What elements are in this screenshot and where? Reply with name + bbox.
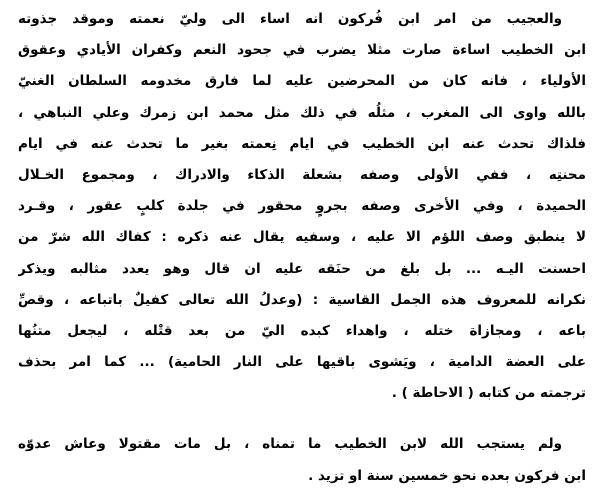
text-line: ابن فركون بعده نحو خمسين سنة او تزيد . [308,467,586,484]
text-line: باعه ، ومجازاة ختله ، واهداء كبده اليّ من بعد قتْله ، ليجعل متنُها [18,322,586,339]
text-line: ولم يستجب الله لابن الخطيب ما تمناه ، بل مات مقتولا وعاش عدوّه [18,436,562,453]
text-line: لا ينطبق وصف اللؤم الا عليه ، وسفيه يقال عنه ذكره : كفاك الله شرّ من [18,229,586,246]
text-line: بالله واوى الى المغرب ، مثلُه في ذلك مثل محمد ابن زمرك وعلي النباهي ، [18,104,586,121]
text-line: الحميدة ، وفي الأخرى وصفه بجروٍ محقور في جلدة كلبٍ عقور ، وقـرد [18,198,586,215]
text-line: الأولياء ، فانه كان من المحرضين عليه لما فارق مخدومه السلطان الغنيّ [18,73,586,90]
text-line: والعجيب من امر ابن فُركون انه اساء الى وليّ نعمته وموقد جذوته [18,11,562,27]
paragraph-2 [18,429,586,491]
text-line: ابن الخطيب اساءة صارت مثلا يضرب في جحود النعم وكفران الأيادي وعقوق [18,42,586,59]
text-line: نكرانه للمعروف هذه الجمل القاسية : (وعدلُ الله تعالى كفيلٌ باتباعه ، وقصِّ [18,291,586,308]
text-line: محنتِه ، ففي الأولى وصفه بشعلة الذكاء والادراك ، ومجموع الخـلال [18,166,586,183]
paragraph-1 [18,4,586,409]
text-line: احسنت اليـه ... بل بلغ من حنَقه عليه ان قال وهو يعدد مثالبه ويذكر [18,260,586,277]
text-line: على العضة الدامية ، ويَشوى باقيها على النار الحامية) ... كما امر بحذف [18,354,586,371]
text-line: ترجمته من كتابه ( الاحاطة ) . [391,385,586,402]
text-line: فلذاك تحدث عنه ابن الخطيب في ايام نِعمته بغير ما تحدث عنه في ايام [18,135,586,152]
